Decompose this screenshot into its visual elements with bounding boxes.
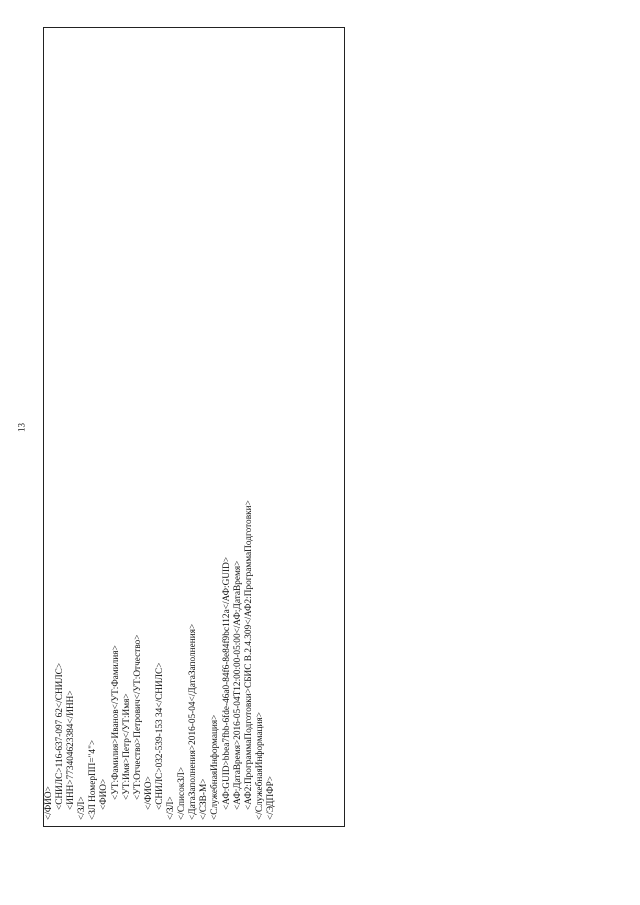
code-line: <ДатаЗаполнения>2016-05-04</ДатаЗаполнения> [188,623,199,820]
code-line: </СлужебнаяИнформация> [254,711,265,820]
page-number: 13 [16,423,27,432]
code-line: </СписокЗЛ> [177,766,188,820]
code-frame [43,27,345,827]
code-rotated-block [44,28,346,828]
code-line: <АФ:ДатаВремя>2016-05-04T12:00:00-05:00</АФ:ДатаВремя> [232,560,243,810]
code-line: </ЗЛ> [77,796,88,820]
code-line: </ЗЛ> [166,796,177,820]
code-line: <СНИЛС>032-539-153 34</СНИЛС> [154,662,165,810]
code-line: </ЭДПФР> [265,776,276,820]
code-line: <СлужебнаяИнформация> [210,714,221,820]
code-line: <УТ:Отчество>Петрович</УТ:Отчество> [132,634,143,800]
xml-listing [44,500,277,820]
code-line: <АФ:GUID>bbea7fbb-6fde-46a0-84f6-8e84f9bc112a</АФ:GUID> [221,556,232,810]
code-line: </ФИО> [143,776,154,810]
code-line: <УТ:Имя>Петр</УТ:Имя> [121,693,132,800]
code-line: <ЗЛ НомерПП="4"> [88,739,99,820]
code-line: <УТ:Фамилия>Иванов</УТ:Фамилия> [110,645,121,800]
code-line: <АФ2:ПрограммаПодготовки>СБИС В.2.4.309</АФ2:ПрограммаПодготовки> [243,500,254,810]
code-line: <ФИО> [99,778,110,810]
code-line: <ИНН>773404623384</ИНН> [66,690,77,810]
code-line: </ФИО> [44,786,54,820]
code-line: </СЗВ-М> [199,778,210,820]
code-line: <СНИЛС>116-637-097 62</СНИЛС> [55,662,66,810]
